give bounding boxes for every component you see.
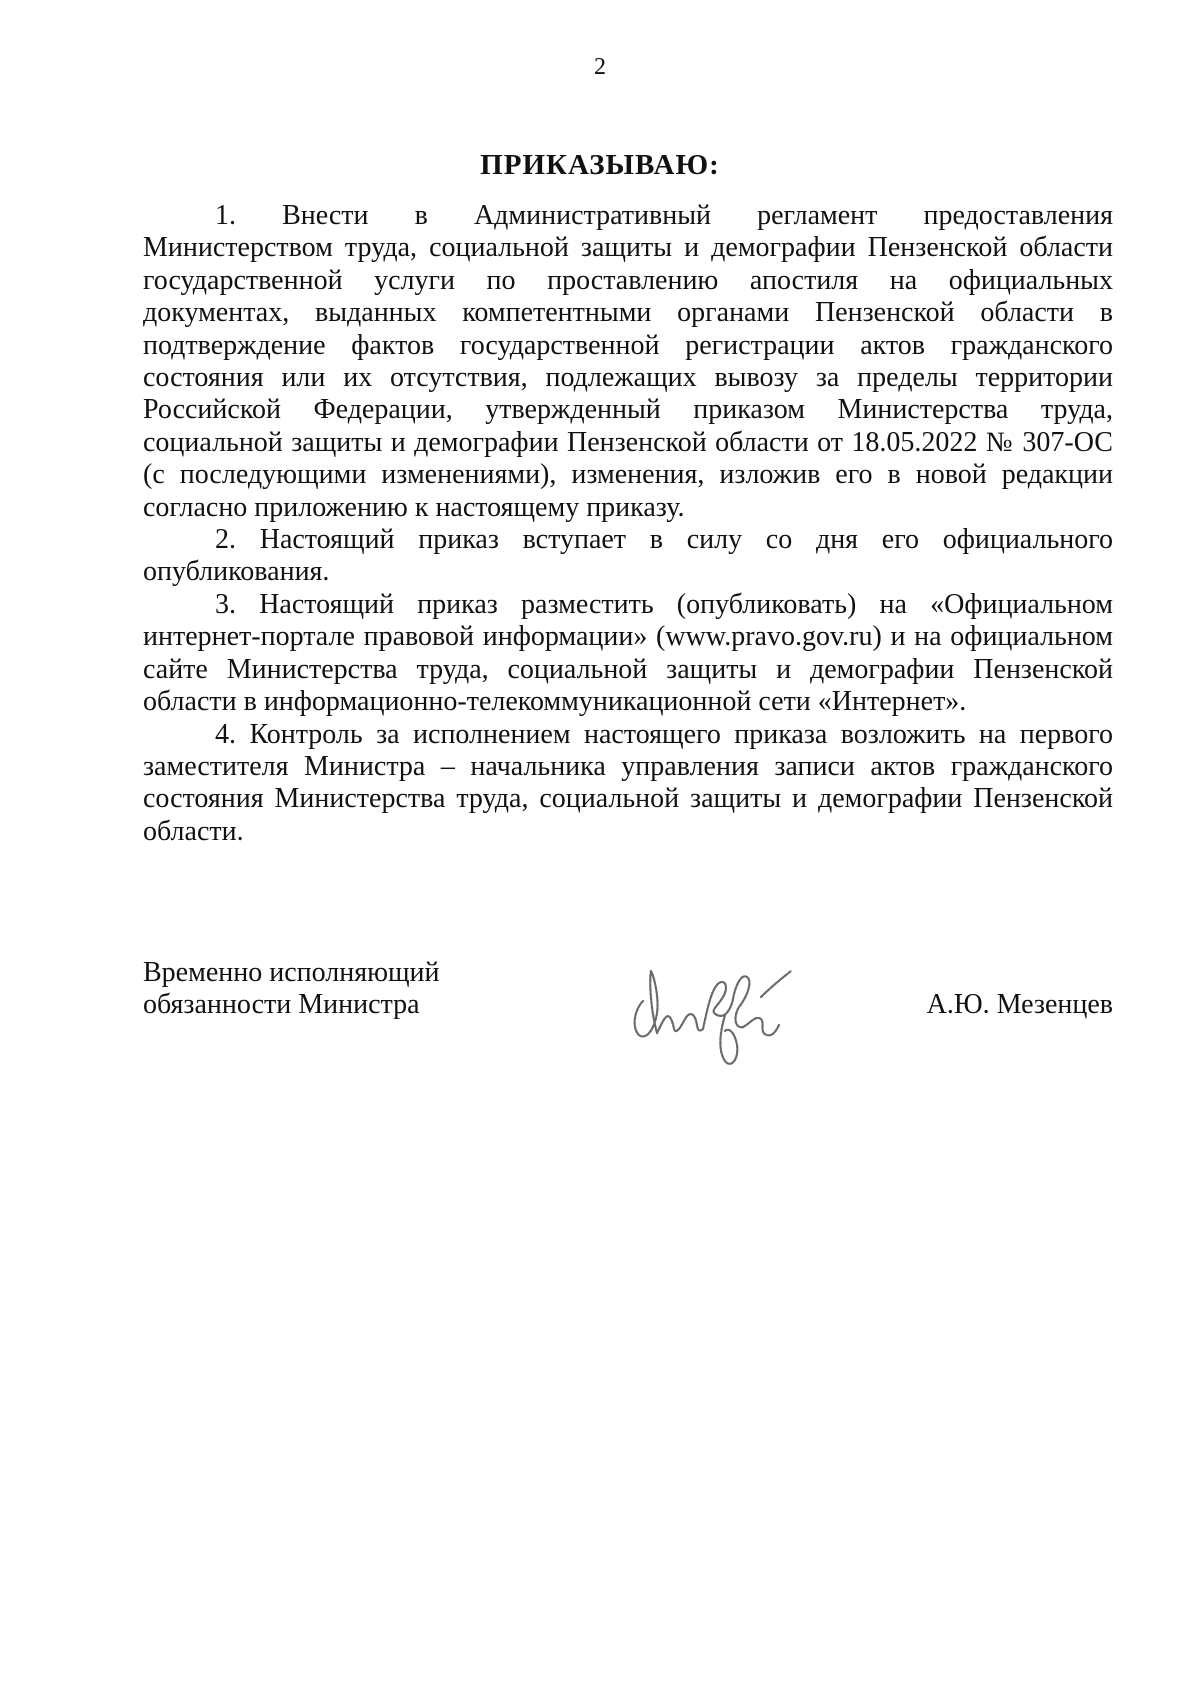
order-item-4: 4. Контроль за исполнением настоящего приказа возложить на первого заместителя Министра – начальника управления записи актов гражданского состояния Министерства труда, социальной защиты и демографии Пензенской области. bbox=[143, 718, 1113, 847]
handwritten-signature bbox=[621, 949, 801, 1079]
order-item-2: 2. Настоящий приказ вступает в силу со дня его официального опубликования. bbox=[143, 524, 1113, 588]
order-heading: ПРИКАЗЫВАЮ: bbox=[480, 149, 720, 181]
page-number: 2 bbox=[594, 54, 606, 80]
order-item-3: 3. Настоящий приказ разместить (опубликовать) на «Официальном интернет-портале правовой информации» (www.pravo.gov.ru) и на официальном сайте Министерства труда, социальной защиты и демографии Пензенской области в информационно-телекоммуникационной сети «Интернет». bbox=[143, 588, 1113, 718]
order-body bbox=[143, 200, 1113, 848]
order-item-1: 1. Внести в Административный регламент предоставления Министерством труда, социальной защиты и демографии Пензенской области государственной услуги по проставлению апостиля на официальных документах, выданных компетентными органами Пензенской области в подтверждение фактов государственной регистрации актов гражданского состояния или их отсутствия, подлежащих вывозу за пределы территории Российской Федерации, утвержденный приказом Министерства труда, социальной защиты и демографии Пензенской области от 18.05.2022 № 307-ОС (с последующими изменениями), изменения, изложив его в новой редакции согласно приложению к настоящему приказу. bbox=[143, 200, 1113, 523]
signer-position-line-2: обязанности Министра bbox=[143, 989, 420, 1021]
signer-position-line-1: Временно исполняющий bbox=[143, 957, 440, 988]
signer-position bbox=[143, 957, 503, 1022]
signature-block bbox=[143, 957, 1113, 1097]
signer-name: А.Ю. Мезенцев bbox=[926, 989, 1113, 1020]
